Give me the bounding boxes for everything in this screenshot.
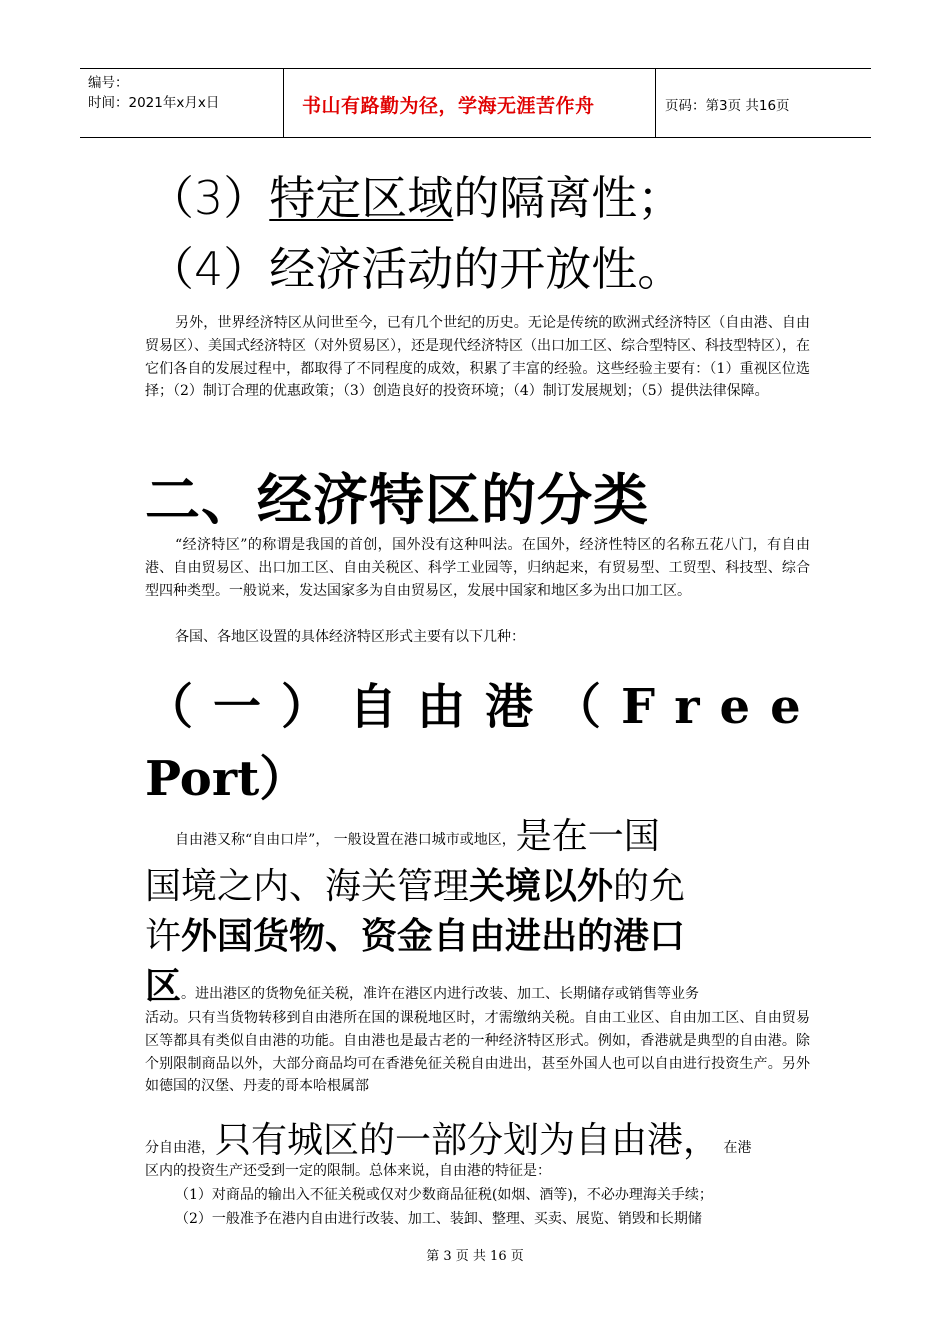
feature-item-4: （4）经济活动的开放性。 [148, 242, 684, 296]
emphasis-partial-city: 只有城区的一部分划为自由港， [215, 1120, 720, 1161]
freeport-line4: 区。进出港区的货物免征关税，准许在港区内进行改装、加工、长期储存或销售等业务 [145, 966, 700, 1007]
emphasis-free-entry: 外国货物、资金自由进出的港口 [181, 916, 686, 957]
motto: 书山有路勤为径，学海无涯苦作舟 [302, 95, 595, 117]
freeport-line2: 国境之内、海关管理关境以外的允 [145, 866, 686, 907]
paragraph-experience: 另外，世界经济特区从问世至今，已有几个世纪的历史。无论是传统的欧洲式经济特区（自由港、自由贸易区）、美国式经济特区（对外贸易区），还是现代经济特区（出口加工区、综合型特区、科技型特区），在它们各自的发展过程中，都取得了不同程度的成效，积累了丰富的经验。这些经验主要有：（1）重视区位选择；（2）制订合理的优惠政策；（3）创造良好的投资环境；（4）制订发展规划；（5）提供法律保障。 [145, 315, 810, 400]
freeport-line1: 自由港又称“自由口岸”， 一般设置在港口城市或地区，是在一国 [175, 816, 660, 857]
freeport-feature-1: （1）对商品的输出入不征关税或仅对少数商品征税(如烟、酒等)，不必办理海关手续； [175, 1187, 713, 1203]
freeport-after-line: 区内的投资生产还受到一定的限制。总体来说，自由港的特征是： [145, 1163, 551, 1179]
header-meta-cell [80, 69, 283, 137]
header-motto-cell [283, 69, 656, 137]
section-title: 二、经济特区的分类 [145, 468, 650, 532]
number-label: 编号： [88, 75, 129, 91]
emphasis-customs-border: 关境以外 [469, 866, 614, 907]
paragraph-forms: 各国、各地区设置的具体经济特区形式主要有以下几种： [175, 629, 525, 645]
freeport-feature-2: （2）一般准予在港内自由进行改装、加工、装卸、整理、买卖、展览、销毁和长期储 [175, 1211, 702, 1227]
page-footer: 第 3 页 共 16 页 [426, 1249, 524, 1264]
freeport-mixed-line: 分自由港，只有城区的一部分划为自由港， 在港 [145, 1120, 752, 1161]
underlined-term: 特定区域 [269, 171, 454, 225]
freeport-line3: 许外国货物、资金自由进出的港口 [145, 916, 686, 957]
page-label: 页码：第3页 共16页 [665, 98, 790, 114]
header-page-cell [655, 69, 871, 137]
feature-item-3: （3）特定区域的隔离性； [148, 171, 684, 225]
subsection-title-line2: Port） [145, 751, 308, 807]
time-label: 时间：2021年x月x日 [88, 95, 220, 111]
freeport-body: 活动。只有当货物转移到自由港所在国的课税地区时，才需缴纳关税。自由工业区、自由加工区、自由贸易区等都具有类似自由港的功能。自由港也是最古老的一种经济特区形式。例如，香港就是典型的自由港。除个别限制商品以外，大部分商品均可在香港免征关税自由进出，甚至外国人也可以自由进行投资生产。另外如德国的汉堡、丹麦的哥本哈根属部 [145, 1010, 810, 1095]
subsection-title-line1: （一）自由港（Free [145, 679, 821, 735]
page-header [80, 68, 871, 138]
paragraph-naming: “经济特区”的称谓是我国的首创，国外没有这种叫法。在国外，经济性特区的名称五花八门，有自由港、自由贸易区、出口加工区、自由关税区、科学工业园等，归纳起来，有贸易型、工贸型、科技型、综合型四种类型。一般说来，发达国家多为自由贸易区，发展中国家和地区多为出口加工区。 [145, 537, 810, 599]
